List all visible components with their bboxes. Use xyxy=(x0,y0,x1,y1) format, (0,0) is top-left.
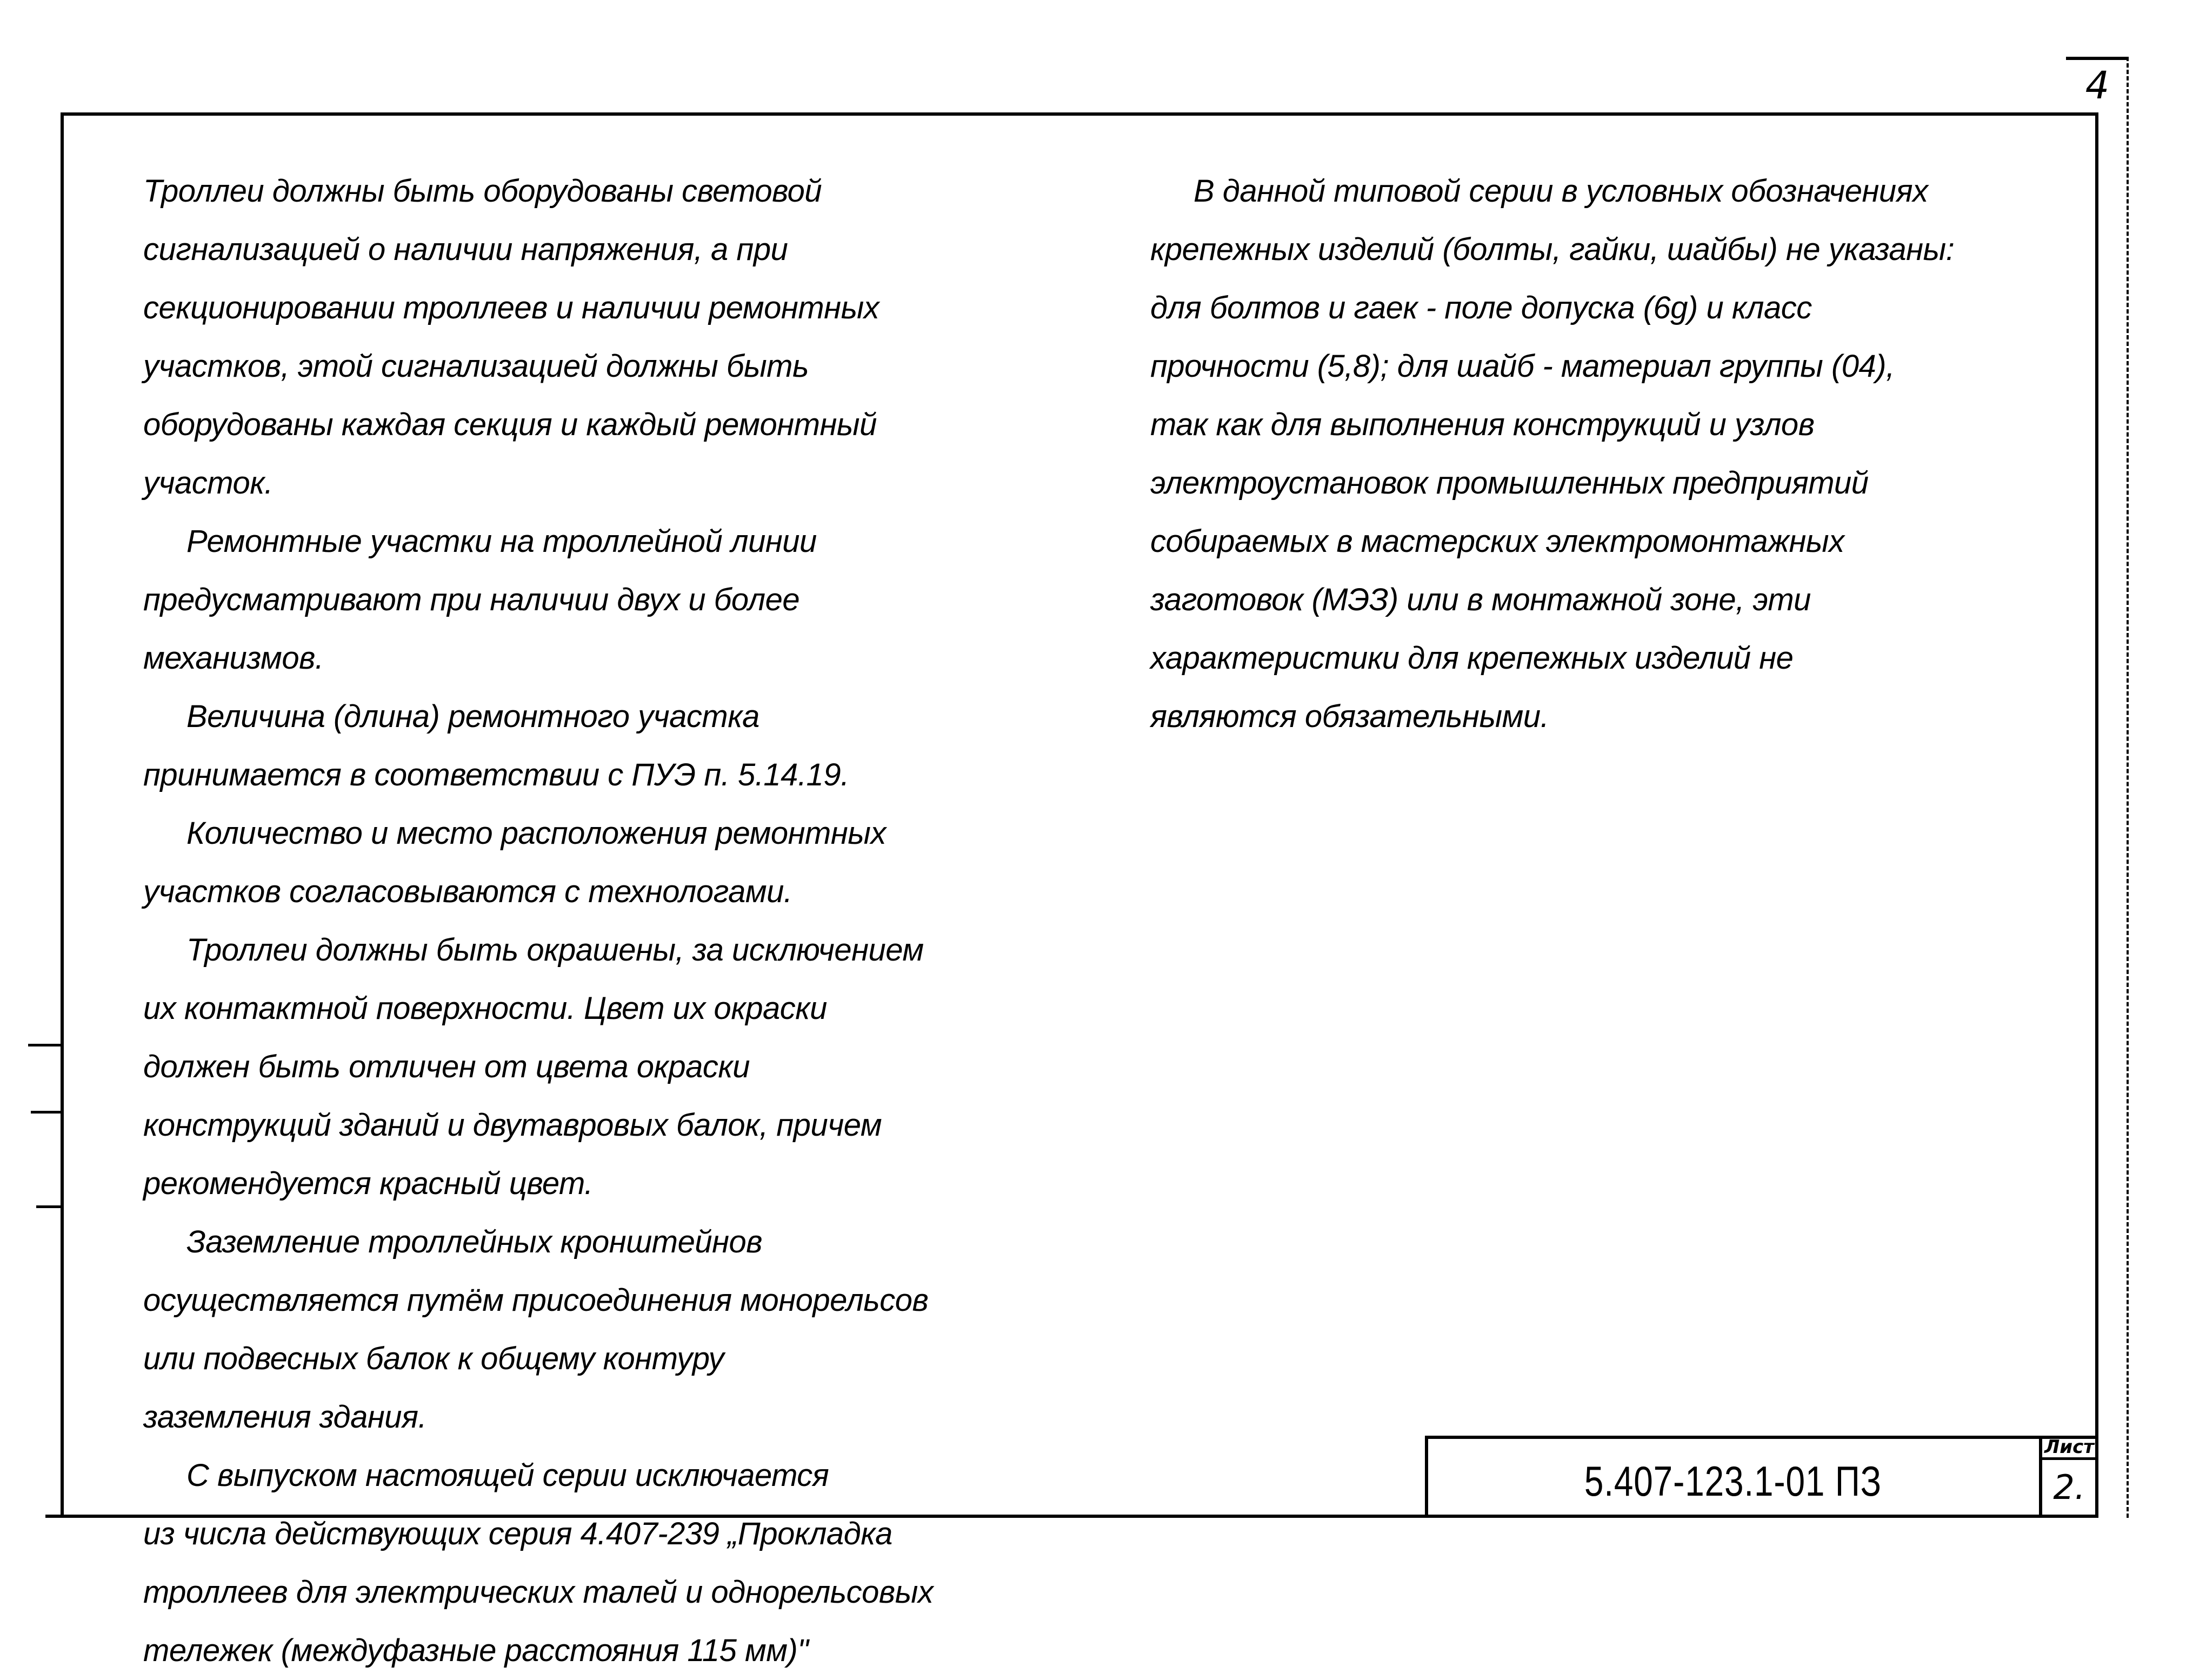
text-line: предусматривают при наличии двух и более xyxy=(143,582,800,617)
text-line: рекомендуется красный цвет. xyxy=(143,1166,593,1201)
frame-top-border xyxy=(64,112,2098,116)
text-line: принимается в соответствии с ПУЭ п. 5.14.19. xyxy=(143,757,849,792)
text-line: собираемых в мастерских электромонтажных xyxy=(1150,524,1844,559)
document-code: 5.407-123.1-01 ПЗ xyxy=(1584,1457,1882,1505)
text-line: характеристики для крепежных изделий не xyxy=(1150,641,1794,676)
text-line: сигнализацией о наличии напряжения, а при xyxy=(143,232,788,267)
right-text-column xyxy=(1150,162,2048,746)
text-line: прочности (5,8); для шайб - материал группы (04), xyxy=(1150,349,1895,384)
text-line: участок. xyxy=(143,465,273,501)
margin-tick xyxy=(28,1044,62,1046)
text-line: Ремонтные участки на троллейной линии xyxy=(186,524,817,559)
text-line: являются обязательными. xyxy=(1150,699,1549,734)
text-line: тележек (междуфазные расстояния 115 мм)" xyxy=(143,1633,809,1668)
margin-tick xyxy=(31,1111,62,1114)
text-line: Заземление троллейных кронштейнов xyxy=(186,1224,763,1259)
text-line: троллеев для электрических талей и однорельсовых xyxy=(143,1575,934,1610)
sheet-label: Лист xyxy=(2044,1436,2094,1458)
text-line: В данной типовой серии в условных обозначениях xyxy=(1194,174,1928,209)
text-line: осуществляется путём присоединения монорельсов xyxy=(143,1283,929,1318)
text-line: из числа действующих серия 4.407-239 „Прокладка xyxy=(143,1516,892,1551)
sheet-number: 2. xyxy=(2053,1468,2085,1507)
text-line: заземления здания. xyxy=(143,1399,427,1435)
text-line: Величина (длина) ремонтного участка xyxy=(186,699,759,734)
frame-right-border xyxy=(2095,114,2098,1518)
text-line: участков, этой сигнализацией должны быть xyxy=(143,349,809,384)
text-line: электроустановок промышленных предприятий xyxy=(1150,465,1869,501)
text-line: крепежных изделий (болты, гайки, шайбы) не указаны: xyxy=(1150,232,1955,267)
text-line: их контактной поверхности. Цвет их окраски xyxy=(143,991,827,1026)
page-number: 4 xyxy=(2085,63,2110,108)
text-line: Троллеи должны быть окрашены, за исключением xyxy=(186,932,924,968)
text-line: заготовок (МЭЗ) или в монтажной зоне, эти xyxy=(1150,582,1811,617)
text-line: или подвесных балок к общему контуру xyxy=(143,1341,724,1376)
text-line: Троллеи должны быть оборудованы световой xyxy=(143,174,822,209)
text-line: так как для выполнения конструкций и узлов xyxy=(1150,407,1815,442)
text-line: должен быть отличен от цвета окраски xyxy=(143,1049,750,1084)
text-line: секционировании троллеев и наличии ремонтных xyxy=(143,290,879,325)
text-line: механизмов. xyxy=(143,641,324,676)
text-line: участков согласовываются с технологами. xyxy=(143,874,792,909)
left-text-column xyxy=(143,162,1030,1680)
frame-right-outer-border xyxy=(2127,57,2129,1518)
text-line: конструкций зданий и двутавровых балок, причем xyxy=(143,1108,882,1143)
text-line: Количество и место расположения ремонтных xyxy=(186,816,886,851)
text-line: для болтов и гаек - поле допуска (6g) и класс xyxy=(1150,290,1812,325)
text-line: С выпуском настоящей серии исключается xyxy=(186,1458,829,1493)
frame-left-border xyxy=(61,112,64,1518)
margin-tick xyxy=(36,1205,61,1208)
text-line: оборудованы каждая секция и каждый ремонтный xyxy=(143,407,877,442)
